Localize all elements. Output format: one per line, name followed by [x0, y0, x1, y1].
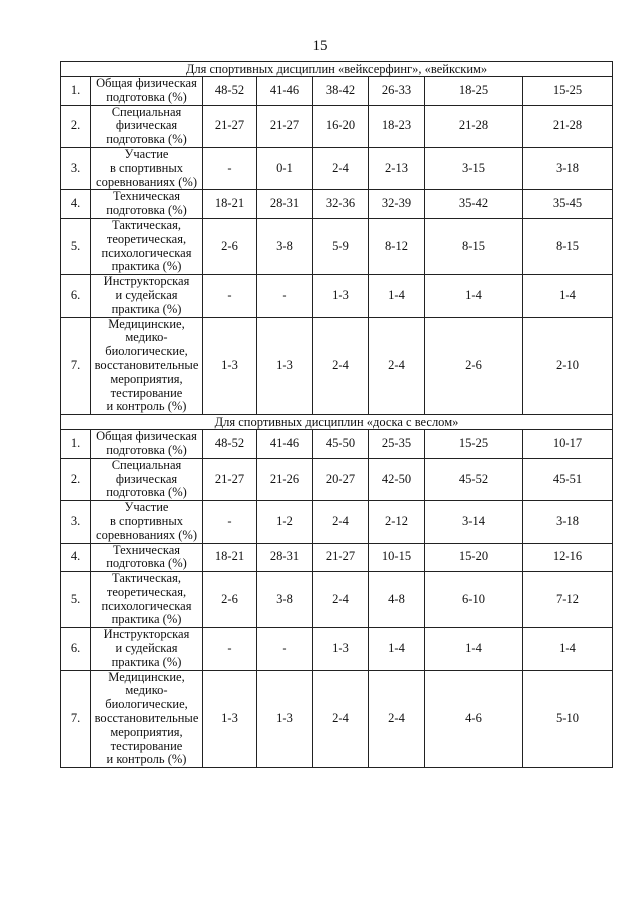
activity-name-line: подготовка (%)	[106, 556, 187, 571]
activity-name-line: психологическая	[101, 598, 192, 613]
table-row	[61, 670, 613, 768]
activity-name-line: Специальная	[111, 104, 182, 119]
percent-range-cell: -	[257, 628, 313, 670]
percent-range-cell: -	[203, 147, 257, 189]
row-number: 2.	[61, 105, 91, 147]
activity-name-line: подготовка (%)	[106, 89, 187, 104]
percent-range-cell: 12-16	[523, 543, 613, 572]
percent-range-cell: 21-28	[523, 105, 613, 147]
percent-range-cell: 1-3	[313, 275, 369, 317]
percent-range-cell: 0-1	[257, 147, 313, 189]
activity-name-line: Общая физическая	[96, 429, 197, 444]
table-row	[61, 317, 613, 415]
percent-range-cell: 2-13	[369, 147, 425, 189]
percent-range-cell: 41-46	[257, 77, 313, 106]
activity-name	[91, 147, 203, 189]
percent-range-cell: -	[203, 628, 257, 670]
percent-range-cell: 21-27	[203, 105, 257, 147]
table-row	[61, 543, 613, 572]
percent-range-cell: 15-25	[523, 77, 613, 106]
percent-range-cell: 1-4	[523, 275, 613, 317]
activity-name	[91, 190, 203, 219]
activity-name	[91, 670, 203, 768]
activity-name-line: медико-	[125, 683, 168, 698]
table-row	[61, 430, 613, 459]
activity-name-line: мероприятия,	[110, 371, 183, 386]
activity-name	[91, 458, 203, 500]
table-row	[61, 218, 613, 274]
row-number: 4.	[61, 543, 91, 572]
row-number: 6.	[61, 628, 91, 670]
percent-range-cell: 18-23	[369, 105, 425, 147]
activity-name-line: медико-	[125, 330, 168, 345]
percent-range-cell: 20-27	[313, 458, 369, 500]
percent-range-cell: 8-15	[425, 218, 523, 274]
table-row	[61, 572, 613, 628]
activity-name-line: Участие	[124, 500, 169, 515]
percent-range-cell: 1-3	[313, 628, 369, 670]
activity-name-line: подготовка (%)	[106, 132, 187, 147]
percent-range-cell: 5-9	[313, 218, 369, 274]
table-row	[61, 77, 613, 106]
activity-name-line: Медицинские,	[108, 669, 185, 684]
percent-range-cell: 2-6	[203, 572, 257, 628]
section-header-row	[61, 62, 613, 77]
activity-name-line: восстановительные	[94, 711, 199, 726]
percent-range-cell: 2-10	[523, 317, 613, 415]
activity-name-line: соревнованиях (%)	[96, 174, 197, 189]
row-number: 3.	[61, 501, 91, 543]
percent-range-cell: -	[203, 501, 257, 543]
activity-name-line: тестирование	[110, 385, 183, 400]
percent-range-cell: 3-8	[257, 218, 313, 274]
activity-name-line: Техническая	[112, 542, 181, 557]
activity-name-line: подготовка (%)	[106, 203, 187, 218]
activity-name-line: в спортивных	[110, 160, 183, 175]
percent-range-cell: 18-25	[425, 77, 523, 106]
percent-range-cell: 8-12	[369, 218, 425, 274]
activity-name	[91, 77, 203, 106]
activity-name-line: практика (%)	[111, 612, 182, 627]
activity-name-line: психологическая	[101, 245, 192, 260]
activity-name-line: практика (%)	[111, 654, 182, 669]
percent-range-cell: 42-50	[369, 458, 425, 500]
percent-range-cell: 2-4	[369, 670, 425, 768]
training-ratio-table	[60, 61, 613, 768]
percent-range-cell: 1-4	[425, 628, 523, 670]
percent-range-cell: 1-2	[257, 501, 313, 543]
percent-range-cell: 1-3	[257, 317, 313, 415]
percent-range-cell: 21-27	[313, 543, 369, 572]
percent-range-cell: 10-17	[523, 430, 613, 459]
table-row	[61, 190, 613, 219]
percent-range-cell: 2-4	[313, 670, 369, 768]
activity-name-line: практика (%)	[111, 301, 182, 316]
activity-name-line: в спортивных	[110, 513, 183, 528]
section-title: Для спортивных дисциплин «доска с веслом»	[61, 415, 613, 430]
activity-name-line: Инструкторская	[103, 627, 190, 642]
percent-range-cell: -	[203, 275, 257, 317]
percent-range-cell: 1-4	[369, 628, 425, 670]
percent-range-cell: 26-33	[369, 77, 425, 106]
activity-name	[91, 430, 203, 459]
percent-range-cell: 2-4	[369, 317, 425, 415]
percent-range-cell: 21-26	[257, 458, 313, 500]
page-number: 15	[312, 38, 328, 54]
activity-name-line: Медицинские,	[108, 316, 185, 331]
activity-name-line: и судейская	[115, 641, 178, 656]
row-number: 3.	[61, 147, 91, 189]
percent-range-cell: 8-15	[523, 218, 613, 274]
activity-name-line: и контроль (%)	[106, 399, 187, 414]
percent-range-cell: 2-4	[313, 501, 369, 543]
percent-range-cell: 32-36	[313, 190, 369, 219]
percent-range-cell: 21-27	[257, 105, 313, 147]
percent-range-cell: 4-6	[425, 670, 523, 768]
activity-name-line: Тактическая,	[112, 571, 181, 586]
percent-range-cell: 48-52	[203, 77, 257, 106]
table-row	[61, 501, 613, 543]
activity-name	[91, 628, 203, 670]
activity-name-line: восстановительные	[94, 357, 199, 372]
percent-range-cell: 25-35	[369, 430, 425, 459]
row-number: 5.	[61, 218, 91, 274]
percent-range-cell: 3-8	[257, 572, 313, 628]
percent-range-cell: 1-3	[203, 317, 257, 415]
table-body	[61, 62, 613, 768]
row-number: 1.	[61, 77, 91, 106]
percent-range-cell: 1-4	[369, 275, 425, 317]
percent-range-cell: 45-51	[523, 458, 613, 500]
percent-range-cell: 10-15	[369, 543, 425, 572]
activity-name-line: Специальная	[111, 457, 182, 472]
percent-range-cell: 45-52	[425, 458, 523, 500]
percent-range-cell: 15-25	[425, 430, 523, 459]
percent-range-cell: 2-4	[313, 147, 369, 189]
table-row	[61, 275, 613, 317]
activity-name-line: физическая	[115, 118, 178, 133]
row-number: 1.	[61, 430, 91, 459]
activity-name-line: Тактическая,	[112, 217, 181, 232]
activity-name	[91, 317, 203, 415]
activity-name-line: подготовка (%)	[106, 485, 187, 500]
row-number: 4.	[61, 190, 91, 219]
percent-range-cell: 2-12	[369, 501, 425, 543]
activity-name	[91, 275, 203, 317]
row-number: 5.	[61, 572, 91, 628]
percent-range-cell: 48-52	[203, 430, 257, 459]
percent-range-cell: 2-6	[203, 218, 257, 274]
percent-range-cell: 38-42	[313, 77, 369, 106]
row-number: 6.	[61, 275, 91, 317]
activity-name-line: практика (%)	[111, 259, 182, 274]
activity-name	[91, 572, 203, 628]
percent-range-cell: 2-4	[313, 317, 369, 415]
percent-range-cell: 3-18	[523, 147, 613, 189]
percent-range-cell: 1-4	[425, 275, 523, 317]
percent-range-cell: 18-21	[203, 543, 257, 572]
row-number: 7.	[61, 670, 91, 768]
activity-name-line: биологические,	[105, 344, 188, 359]
activity-name-line: Общая физическая	[96, 76, 197, 90]
percent-range-cell: 16-20	[313, 105, 369, 147]
percent-range-cell: 2-6	[425, 317, 523, 415]
row-number: 7.	[61, 317, 91, 415]
percent-range-cell: 1-3	[203, 670, 257, 768]
activity-name	[91, 105, 203, 147]
percent-range-cell: 7-12	[523, 572, 613, 628]
table-row	[61, 147, 613, 189]
percent-range-cell: 2-4	[313, 572, 369, 628]
activity-name-line: Инструкторская	[103, 274, 190, 289]
activity-name-line: подготовка (%)	[106, 442, 187, 457]
activity-name-line: Участие	[124, 146, 169, 161]
percent-range-cell: 18-21	[203, 190, 257, 219]
activity-name-line: физическая	[115, 471, 178, 486]
activity-name-line: и контроль (%)	[106, 752, 187, 767]
activity-name-line: Техническая	[112, 189, 181, 204]
row-number: 2.	[61, 458, 91, 500]
activity-name-line: мероприятия,	[110, 724, 183, 739]
percent-range-cell: 41-46	[257, 430, 313, 459]
table-row	[61, 105, 613, 147]
activity-name	[91, 543, 203, 572]
activity-name-line: соревнованиях (%)	[96, 527, 197, 542]
percent-range-cell: 3-14	[425, 501, 523, 543]
percent-range-cell: 28-31	[257, 190, 313, 219]
percent-range-cell: 3-18	[523, 501, 613, 543]
percent-range-cell: 5-10	[523, 670, 613, 768]
percent-range-cell: 32-39	[369, 190, 425, 219]
activity-name	[91, 501, 203, 543]
percent-range-cell: 1-4	[523, 628, 613, 670]
section-header-row	[61, 415, 613, 430]
percent-range-cell: 1-3	[257, 670, 313, 768]
percent-range-cell: 45-50	[313, 430, 369, 459]
percent-range-cell: 35-42	[425, 190, 523, 219]
percent-range-cell: 21-27	[203, 458, 257, 500]
activity-name-line: биологические,	[105, 697, 188, 712]
activity-name-line: и судейская	[115, 287, 178, 302]
activity-name-line: тестирование	[110, 738, 183, 753]
table-row	[61, 628, 613, 670]
percent-range-cell: 15-20	[425, 543, 523, 572]
percent-range-cell: 4-8	[369, 572, 425, 628]
activity-name-line: теоретическая,	[106, 231, 187, 246]
table-row	[61, 458, 613, 500]
percent-range-cell: -	[257, 275, 313, 317]
percent-range-cell: 3-15	[425, 147, 523, 189]
activity-name	[91, 218, 203, 274]
percent-range-cell: 6-10	[425, 572, 523, 628]
activity-name-line: теоретическая,	[106, 584, 187, 599]
section-title: Для спортивных дисциплин «вейксерфинг», «вейкским»	[61, 62, 613, 77]
percent-range-cell: 35-45	[523, 190, 613, 219]
percent-range-cell: 21-28	[425, 105, 523, 147]
percent-range-cell: 28-31	[257, 543, 313, 572]
